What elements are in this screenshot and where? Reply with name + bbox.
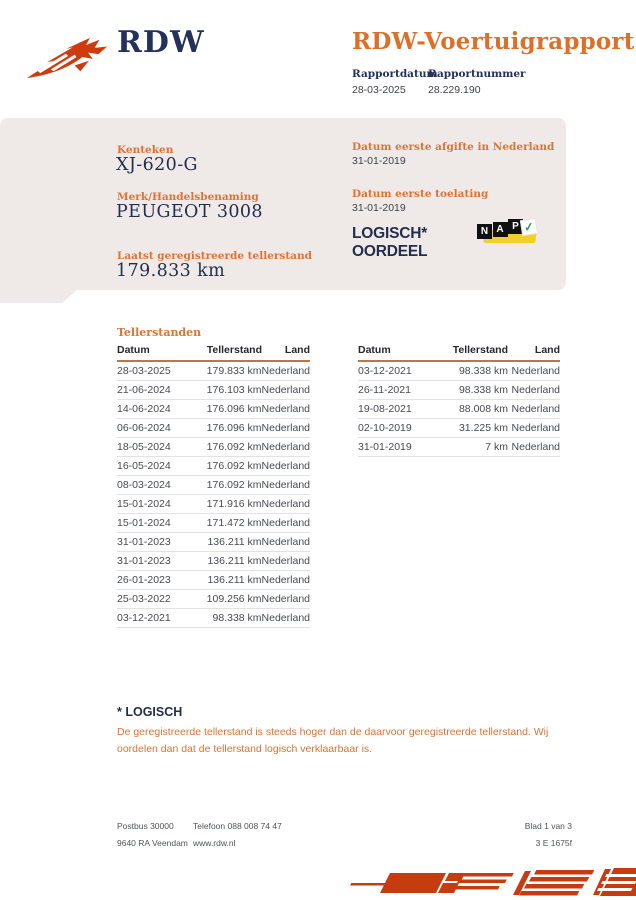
logisch-footnote-text: De geregistreerde tellerstand is steeds hoger dan de daarvoor geregistreerde tellerstand. Wij oordelen dan dat de tellerstand logisch verklaarbaar is.: [117, 726, 549, 755]
merk-label: Merk/Handelsbenaming: [117, 191, 259, 203]
cell-tellerstand: 136.211 km: [207, 536, 262, 548]
cell-tellerstand: 7 km: [485, 441, 508, 453]
tellerstanden-table-right: [358, 342, 560, 457]
cell-land: Nederland: [261, 574, 310, 586]
cell-datum: 06-06-2024: [117, 422, 171, 434]
table-row: [117, 438, 310, 457]
nap-checkmark-icon: ✓: [520, 218, 538, 236]
cell-land: Nederland: [261, 498, 310, 510]
kenteken-value: XJ-620-G: [116, 155, 198, 175]
table-row: [117, 533, 310, 552]
table-row: [358, 362, 560, 381]
report-date-value: 28-03-2025: [352, 84, 406, 96]
toelating-value: 31-01-2019: [352, 202, 406, 214]
cell-tellerstand: 176.092 km: [206, 460, 262, 472]
footer-page-number: Blad 1 van 3: [524, 821, 572, 831]
cell-tellerstand: 136.211 km: [207, 574, 262, 586]
table-row: [117, 514, 310, 533]
rdw-eagle-logo-icon: [25, 26, 109, 86]
report-date-label: Rapportdatum: [352, 68, 438, 80]
col-header-tellerstand: Tellerstand: [206, 344, 262, 356]
cell-tellerstand: 88.008 km: [458, 403, 508, 415]
nap-letter-p: P: [508, 219, 523, 234]
cell-land: Nederland: [261, 536, 310, 548]
footer-form-code: 3 E 1675f: [535, 838, 572, 848]
cell-tellerstand: 176.092 km: [206, 479, 262, 491]
cell-datum: 08-03-2024: [117, 479, 171, 491]
table-row: [117, 571, 310, 590]
report-number-value: 28.229.190: [428, 84, 481, 96]
panel-corner-tab: [0, 289, 78, 303]
footer-phone: Telefoon 088 008 74 47: [193, 821, 282, 831]
cell-datum: 18-05-2024: [117, 441, 171, 453]
cell-datum: 26-11-2021: [358, 384, 411, 396]
cell-land: Nederland: [511, 365, 560, 377]
cell-tellerstand: 171.916 km: [206, 498, 262, 510]
cell-datum: 03-12-2021: [358, 365, 412, 377]
rdw-speed-lines-decoration: [350, 856, 636, 900]
cell-tellerstand: 98.338 km: [458, 365, 508, 377]
cell-datum: 02-10-2019: [358, 422, 412, 434]
table-row: [117, 400, 310, 419]
table-row: [117, 476, 310, 495]
kenteken-label: Kenteken: [117, 144, 174, 156]
cell-datum: 31-01-2023: [117, 536, 171, 548]
cell-tellerstand: 176.092 km: [206, 441, 262, 453]
cell-land: Nederland: [511, 422, 560, 434]
tellerstanden-table-left: [117, 342, 310, 628]
cell-land: Nederland: [261, 479, 310, 491]
cell-tellerstand: 109.256 km: [206, 593, 262, 605]
afgifte-value: 31-01-2019: [352, 155, 406, 167]
cell-land: Nederland: [261, 365, 310, 377]
cell-land: Nederland: [261, 593, 310, 605]
table-header: [358, 342, 560, 362]
table-header: [117, 342, 310, 362]
table-body: [117, 362, 310, 628]
cell-land: Nederland: [261, 384, 310, 396]
cell-datum: 15-01-2024: [117, 517, 171, 529]
cell-land: Nederland: [261, 403, 310, 415]
cell-datum: 16-05-2024: [117, 460, 171, 472]
nap-letter-n: N: [477, 224, 492, 239]
brand-wordmark: RDW: [117, 25, 205, 60]
col-header-land: Land: [534, 344, 560, 356]
cell-tellerstand: 176.096 km: [206, 422, 262, 434]
table-row: [358, 419, 560, 438]
cell-land: Nederland: [261, 441, 310, 453]
report-number-label: Rapportnummer: [428, 68, 526, 80]
table-row: [358, 381, 560, 400]
cell-land: Nederland: [261, 460, 310, 472]
table-row: [117, 590, 310, 609]
afgifte-label: Datum eerste afgifte in Nederland: [352, 141, 555, 153]
cell-land: Nederland: [261, 555, 310, 567]
table-row: [117, 609, 310, 628]
report-header: [352, 28, 635, 96]
col-header-datum: Datum: [358, 344, 391, 356]
cell-tellerstand: 179.833 km: [206, 365, 262, 377]
cell-datum: 15-01-2024: [117, 498, 171, 510]
cell-tellerstand: 31.225 km: [458, 422, 508, 434]
cell-land: Nederland: [261, 422, 310, 434]
cell-tellerstand: 98.338 km: [458, 384, 508, 396]
cell-datum: 14-06-2024: [117, 403, 171, 415]
cell-land: Nederland: [511, 441, 560, 453]
logisch-footnote-title: * LOGISCH: [117, 705, 183, 719]
report-number-block: [428, 68, 526, 96]
nap-logo: [477, 217, 541, 247]
cell-datum: 26-01-2023: [117, 574, 171, 586]
cell-land: Nederland: [261, 612, 310, 624]
laatste-tellerstand-label: Laatst geregistreerde tellerstand: [117, 250, 312, 262]
cell-datum: 28-03-2025: [117, 365, 171, 377]
cell-datum: 31-01-2023: [117, 555, 171, 567]
cell-datum: 31-01-2019: [358, 441, 412, 453]
merk-value: PEUGEOT 3008: [116, 202, 263, 222]
table-row: [117, 552, 310, 571]
cell-tellerstand: 136.211 km: [207, 555, 262, 567]
cell-land: Nederland: [511, 403, 560, 415]
rdw-brand: [25, 26, 205, 86]
cell-datum: 25-03-2022: [117, 593, 171, 605]
cell-datum: 21-06-2024: [117, 384, 171, 396]
cell-land: Nederland: [511, 384, 560, 396]
document-title: RDW-Voertuigrapport: [352, 28, 635, 55]
oordeel-line2: OORDEEL: [352, 242, 428, 260]
report-date-block: [352, 68, 438, 96]
footer-city: 9640 RA Veendam: [117, 838, 188, 848]
cell-datum: 19-08-2021: [358, 403, 412, 415]
footer-postbus: Postbus 30000: [117, 821, 174, 831]
cell-tellerstand: 98.338 km: [212, 612, 262, 624]
table-row: [358, 438, 560, 457]
col-header-tellerstand: Tellerstand: [452, 344, 508, 356]
cell-datum: 03-12-2021: [117, 612, 171, 624]
oordeel-verdict: [352, 225, 427, 260]
oordeel-line1: LOGISCH*: [352, 225, 428, 242]
cell-land: Nederland: [261, 517, 310, 529]
table-row: [117, 419, 310, 438]
table-body: [358, 362, 560, 457]
nap-letter-a: A: [493, 222, 508, 237]
cell-tellerstand: 176.096 km: [206, 403, 262, 415]
table-row: [117, 495, 310, 514]
toelating-label: Datum eerste toelating: [352, 188, 489, 200]
table-row: [117, 457, 310, 476]
laatste-tellerstand-value: 179.833 km: [116, 261, 226, 281]
table-row: [117, 381, 310, 400]
cell-tellerstand: 171.472 km: [206, 517, 262, 529]
tellerstanden-section-title: Tellerstanden: [117, 326, 202, 339]
table-row: [358, 400, 560, 419]
table-row: [117, 362, 310, 381]
col-header-land: Land: [284, 344, 310, 356]
report-meta: [352, 68, 635, 96]
footer-website-link[interactable]: www.rdw.nl: [193, 838, 236, 848]
cell-tellerstand: 176.103 km: [206, 384, 262, 396]
col-header-datum: Datum: [117, 344, 150, 356]
